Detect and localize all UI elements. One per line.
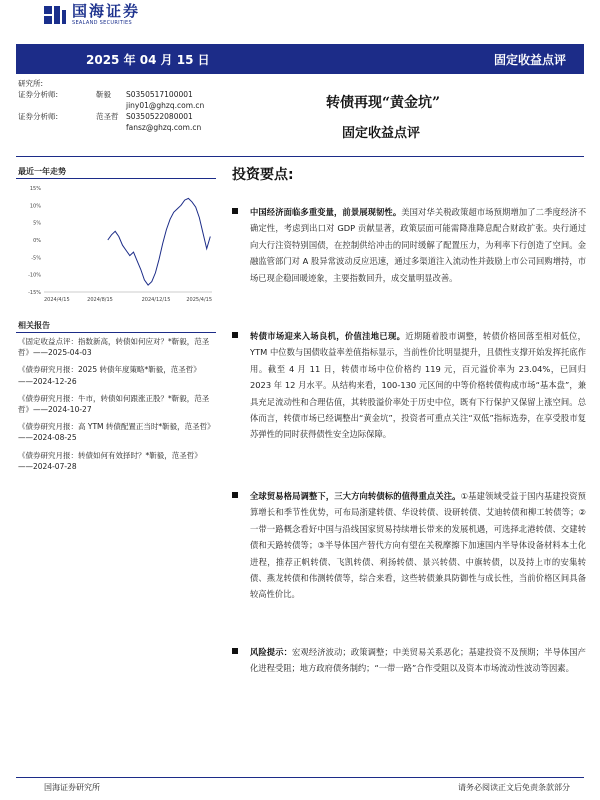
analyst2-email[interactable]: fansz@ghzq.com.cn (126, 123, 202, 132)
point-body: 近期随着股市调整，转债价格回落至相对低位，YTM 中位数与国债收益率差值指标显示，当前性价比明显提升，且债性支撑开始发挥托底作用。截至 4 月 11 日，转债市场中位价格约 119 元，百元溢价率为 23.04%，已回归 2023 年 12 月水平。从结构来看，100-130 元区间的中等价格转债构成市场“基本盘”，兼具充足流动性和合理估值，其转股溢价率处于历史中位，既有下行保护又保留上涨空间。总体而言，转债市场已经调整出“黄金坑”，投资者可重点关注“双低”指标选券，在享受股市复苏弹性的同时获得债性安全边际保障。 (250, 331, 586, 440)
bullet-square-icon (232, 208, 238, 214)
analyst1-label: 证券分析师: (18, 90, 59, 99)
header-bar (16, 44, 584, 74)
point-lead: 全球贸易格局调整下，三大方向转债标的值得重点关注。 (250, 491, 461, 501)
point-item (232, 328, 586, 443)
related-report-item[interactable]: 《债券研究月报：高 YTM 转债配置正当时*靳毅，范圣哲》——2024-08-25 (18, 422, 211, 443)
analyst1-email[interactable]: jiny01@ghzq.com.cn (126, 101, 205, 110)
point-body: 宏观经济波动；政策调整；中美贸易关系恶化；基建投资不及预期；半导体国产化进程受阻；地方政府债务制约；“一带一路”合作受阻以及资本市场流动性波动等因素。 (250, 647, 586, 674)
series-line (108, 198, 211, 285)
analyst2-name: 范圣哲 (96, 112, 119, 121)
divider-top (16, 156, 584, 157)
points-heading: 投资要点: (232, 167, 294, 183)
point-lead: 转债市场迎来入场良机，价值洼地已现。 (250, 331, 406, 341)
y-tick-label: -15% (28, 290, 41, 296)
x-tick-label: 2024/8/15 (87, 297, 113, 303)
point-item (232, 644, 586, 677)
analyst2-label: 证券分析师: (18, 112, 59, 121)
trend-chart (16, 180, 216, 308)
related-title-underline (16, 332, 216, 333)
related-report-item[interactable]: 《债券研究月报：转债如何有效择时？*靳毅，范圣哲》——2024-07-28 (18, 450, 202, 471)
brand-name-en: SEALAND SECURITIES (72, 20, 132, 26)
footer-disclaimer: 请务必阅读正文后免责条款部分 (458, 783, 570, 792)
x-tick-label: 2024/12/15 (141, 297, 171, 303)
bullet-square-icon (232, 332, 238, 338)
brand-logo (44, 2, 204, 28)
point-body: ①基建领域受益于国内基建投资预算增长和季节性优势，可布局浙建转债、华设转债、设研转债、艾迪转债和柳工转债等；②一带一路概念看好中国与沿线国家贸易持续增长带来的发展机遇，可选择北港转债、交建转债和天路转债等；③半导体国产替代方向有望在关税摩擦下加速国内半导体设备材料本土化进程，推荐正帆转债、飞凯转债、利扬转债、景兴转债、中旗转债，以及持上市的安集转债、燕龙转债和伟测转债等，综合来看，这些转债兼具防御性与成长性，当前价格区间具备较高性价比。 (250, 491, 586, 600)
bullet-square-icon (232, 492, 238, 498)
point-lead: 风险提示： (250, 647, 293, 657)
point-lead: 中国经济面临多重变量，前景展现韧性。 (250, 207, 402, 217)
point-item (232, 204, 586, 286)
related-reports-list (18, 336, 214, 478)
trend-title: 最近一年走势 (18, 167, 66, 176)
y-tick-label: 10% (29, 203, 41, 210)
report-category: 固定收益点评 (493, 52, 566, 67)
report-date: 2025 年 04 月 15 日 (86, 52, 210, 67)
analyst2-cert: S0350522080001 (126, 112, 193, 121)
bullet-square-icon (232, 648, 238, 654)
analyst1-cert: S0350517100001 (126, 90, 193, 99)
point-body: 美国对华关税政策超市场预期增加了二季度经济不确定性，考虑到出口对 GDP 贡献显著，政策层面可能需降准降息配合财政扩张。央行通过向大行注资特别国债，在控制供给冲击的同时缓解了配置压力，为利率下行创造了空间。金融监管部门对 A 股异常波动反应迅速，通过多渠道注入流动性并鼓励上市公司回购增持，市场已现企稳回暖迹象，主要指数回升，成交量明显改善。 (250, 207, 586, 283)
y-tick-label: 5% (33, 220, 41, 227)
analyst1-name: 靳毅 (96, 90, 111, 99)
footer-institute: 国海证券研究所 (44, 783, 100, 792)
related-report-item[interactable]: 《债券研究月报：牛市，转债如何跟涨正股？*靳毅，范圣哲》——2024-10-27 (18, 393, 210, 415)
point-item (232, 488, 586, 603)
y-tick-label: 0% (33, 238, 41, 244)
x-tick-label: 2024/4/15 (44, 297, 70, 303)
related-report-item[interactable]: 《债券研究月报：2025 转债年度策略*靳毅，范圣哲》——2024-12-26 (18, 365, 201, 386)
report-subtitle: 固定收益点评 (342, 126, 421, 141)
researcher-label: 研究所: (18, 79, 44, 88)
brand-name-cn: 国海证券 (72, 2, 141, 20)
sealand-logo-icon (44, 4, 66, 26)
y-tick-label: -5% (31, 255, 41, 262)
report-title: 转债再现“黄金坑” (326, 95, 441, 111)
divider-bottom (16, 777, 584, 778)
y-tick-label: -10% (28, 272, 41, 279)
related-title: 相关报告 (18, 321, 50, 330)
y-tick-label: 15% (29, 186, 41, 192)
related-report-item[interactable]: 《固定收益点评：指数新高，转债如何应对？*靳毅，范圣哲》——2025-04-03 (18, 337, 210, 358)
trend-title-underline (16, 178, 216, 179)
analyst-info (18, 78, 204, 133)
x-tick-label: 2025/4/15 (186, 297, 212, 303)
